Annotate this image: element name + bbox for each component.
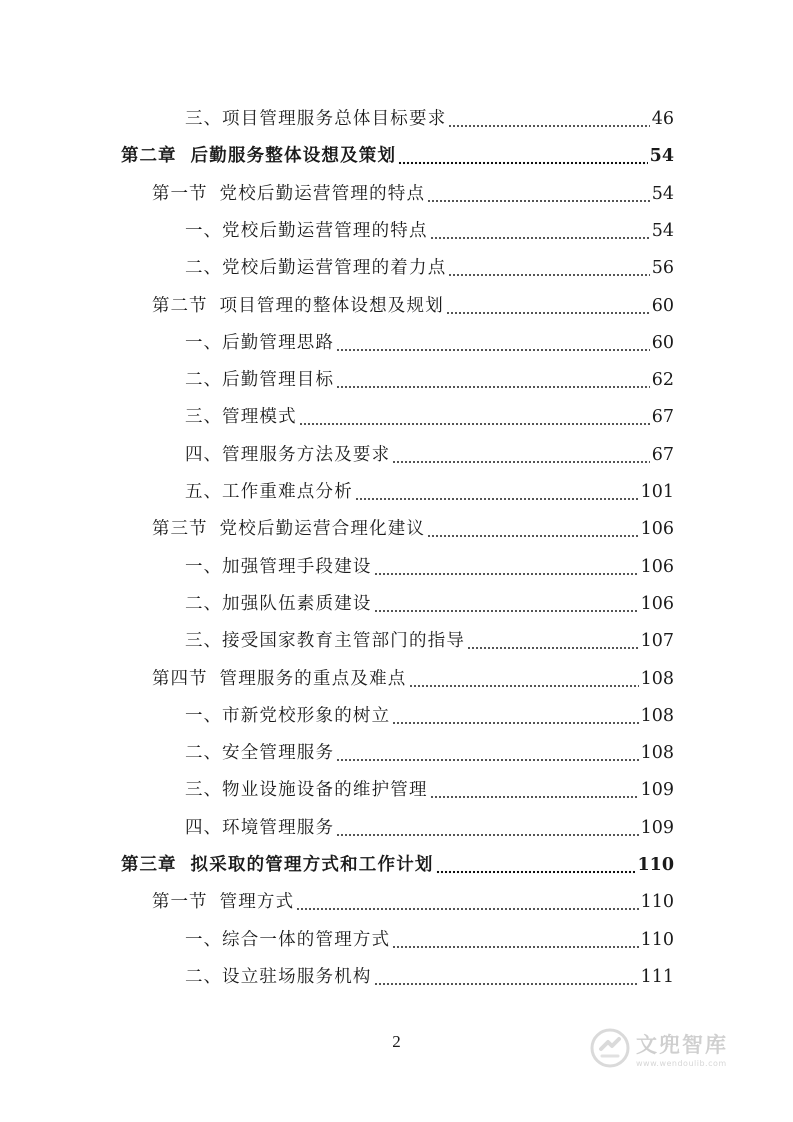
toc-entry-number: 第一节 (152, 183, 208, 204)
toc-entry-title: 管理模式 (222, 407, 297, 428)
toc-entry-title: 党校后勤运营管理的着力点 (222, 258, 447, 279)
toc-entry-title: 党校后勤运营管理的特点 (222, 220, 428, 241)
toc-entry-title: 接受国家教育主管部门的指导 (222, 631, 466, 652)
toc-entry-section[interactable] (152, 287, 674, 317)
toc-dot-leader (409, 668, 639, 690)
toc-entry-number: 第三章 (121, 855, 177, 875)
toc-entry-page: 62 (651, 370, 674, 391)
toc-dot-leader (448, 257, 649, 279)
toc-entry-number: 一、 (185, 929, 222, 950)
toc-entry-title: 安全管理服务 (222, 743, 335, 764)
toc-entry-title: 环境管理服务 (222, 817, 335, 838)
toc-entry-section[interactable] (152, 510, 674, 540)
toc-entry-item[interactable] (185, 212, 674, 242)
toc-entry-page: 106 (640, 519, 674, 540)
toc-dot-leader (336, 369, 650, 391)
watermark-url: www.wendoulib.com (636, 1058, 727, 1068)
toc-entry-section[interactable] (152, 660, 674, 690)
toc-entry-page: 108 (640, 743, 674, 764)
toc-dot-leader (448, 108, 649, 130)
toc-entry-page: 108 (640, 705, 674, 726)
toc-entry-section[interactable] (152, 175, 674, 205)
toc-entry-number: 四、 (185, 444, 222, 465)
toc-dot-leader (336, 817, 638, 839)
toc-entry-page: 54 (651, 183, 674, 204)
toc-dot-leader (299, 406, 650, 428)
toc-entry-number: 三、 (185, 109, 222, 129)
toc-entry-page: 60 (651, 332, 674, 353)
toc-dot-leader (427, 518, 638, 540)
page-number: 2 (392, 1032, 401, 1051)
toc-entry-title: 项目管理的整体设想及规划 (219, 295, 444, 316)
toc-entry-title: 加强队伍素质建设 (222, 593, 372, 614)
toc-dot-leader (430, 220, 650, 242)
toc-dot-leader (392, 444, 649, 466)
toc-entry-item[interactable] (185, 585, 674, 615)
toc-entry-title: 管理服务的重点及难点 (219, 668, 407, 689)
toc-dot-leader (430, 779, 639, 801)
toc-entry-page: 54 (649, 146, 674, 167)
toc-entry-number: 二、 (185, 258, 222, 279)
toc-dot-leader (398, 145, 647, 167)
toc-entry-item[interactable] (185, 921, 674, 951)
toc-dot-leader (336, 742, 638, 764)
toc-entry-number: 一、 (185, 220, 222, 241)
toc-entry-page: 56 (651, 258, 674, 279)
toc-entry-section[interactable] (152, 883, 674, 913)
toc-entry-number: 第四节 (152, 668, 208, 689)
toc-entry-title: 后勤管理思路 (222, 332, 335, 353)
toc-dot-leader (374, 593, 639, 615)
toc-entry-number: 二、 (185, 966, 222, 987)
toc-entry-page: 67 (651, 444, 674, 465)
toc-dot-leader (374, 556, 639, 578)
toc-entry-title: 党校后勤运营管理的特点 (219, 183, 426, 204)
toc-dot-leader (374, 966, 639, 988)
toc-entry-page: 67 (651, 407, 674, 428)
toc-entry-number: 一、 (185, 556, 222, 577)
toc-entry-page: 60 (651, 295, 674, 316)
toc-entry-title: 后勤管理目标 (222, 370, 335, 391)
toc-entry-number: 三、 (185, 780, 222, 801)
toc-entry-page: 106 (640, 556, 674, 577)
toc-entry-item[interactable] (185, 361, 674, 391)
toc-entry-page: 108 (640, 668, 674, 689)
toc-entry-title: 管理服务方法及要求 (222, 444, 391, 465)
toc-entry-item[interactable] (185, 548, 674, 578)
toc-entry-title: 加强管理手段建设 (222, 556, 372, 577)
toc-entry-item[interactable] (185, 958, 674, 988)
toc-entry-number: 二、 (185, 370, 222, 391)
toc-dot-leader (336, 332, 650, 354)
toc-entry-item[interactable] (185, 398, 674, 428)
toc-entry-item[interactable] (185, 100, 674, 130)
toc-entry-item[interactable] (185, 622, 674, 652)
toc-entry-title: 物业设施设备的维护管理 (222, 780, 428, 801)
toc-entry-item[interactable] (185, 436, 674, 466)
toc-entry-title: 拟采取的管理方式和工作计划 (190, 855, 434, 875)
toc-entry-chapter[interactable] (121, 846, 674, 876)
toc-entry-number: 第二章 (121, 146, 177, 167)
toc-entry-number: 五、 (185, 482, 222, 502)
watermark-brand: 文兜智库 (636, 1032, 728, 1057)
toc-dot-leader (392, 929, 638, 951)
toc-dot-leader (392, 705, 638, 727)
toc-entry-number: 第二节 (152, 295, 208, 316)
toc-entry-item[interactable] (185, 324, 674, 354)
toc-entry-item[interactable] (185, 249, 674, 279)
toc-entry-number: 二、 (185, 593, 222, 614)
watermark (590, 1018, 760, 1078)
toc-entry-item[interactable] (185, 697, 674, 727)
toc-entry-page: 109 (640, 780, 674, 801)
toc-dot-leader (427, 183, 650, 205)
toc-entry-page: 106 (640, 593, 674, 614)
toc-entry-title: 项目管理服务总体目标要求 (222, 109, 447, 129)
toc-entry-number: 三、 (185, 631, 222, 652)
toc-entry-item[interactable] (185, 809, 674, 839)
toc-entry-page: 111 (640, 966, 674, 987)
toc-entry-number: 第一节 (152, 892, 208, 913)
toc-entry-page: 46 (651, 109, 674, 129)
toc-dot-leader (436, 854, 636, 876)
toc-entry-title: 党校后勤运营合理化建议 (219, 519, 426, 540)
toc-entry-item[interactable] (185, 771, 674, 801)
toc-entry-item[interactable] (185, 473, 674, 503)
wendou-logo-icon (590, 1028, 630, 1068)
toc-entry-chapter[interactable] (121, 137, 674, 167)
toc-entry-item[interactable] (185, 734, 674, 764)
toc-entry-title: 综合一体的管理方式 (222, 929, 391, 950)
toc-entry-number: 三、 (185, 407, 222, 428)
toc-entry-page: 109 (640, 817, 674, 838)
toc-entry-page: 110 (640, 929, 674, 950)
toc-entry-title: 管理方式 (219, 892, 295, 913)
toc-dot-leader (355, 481, 639, 503)
toc-entry-number: 第三节 (152, 519, 208, 540)
toc-entry-page: 101 (640, 482, 674, 502)
toc-entry-number: 四、 (185, 817, 222, 838)
toc-entry-title: 市新党校形象的树立 (222, 705, 391, 726)
toc-entry-number: 一、 (185, 332, 222, 353)
toc-entry-number: 二、 (185, 743, 222, 764)
toc-dot-leader (296, 891, 638, 913)
toc-dot-leader (467, 630, 638, 652)
toc-entry-page: 110 (637, 855, 674, 875)
toc-entry-title: 设立驻场服务机构 (222, 966, 372, 987)
toc-entry-title: 后勤服务整体设想及策划 (190, 146, 397, 167)
toc-entry-page: 54 (651, 220, 674, 241)
toc-entry-page: 107 (640, 631, 674, 652)
toc-entry-number: 一、 (185, 705, 222, 726)
toc-dot-leader (446, 295, 650, 317)
toc-entry-page: 110 (640, 892, 674, 913)
toc-entry-title: 工作重难点分析 (222, 482, 353, 502)
